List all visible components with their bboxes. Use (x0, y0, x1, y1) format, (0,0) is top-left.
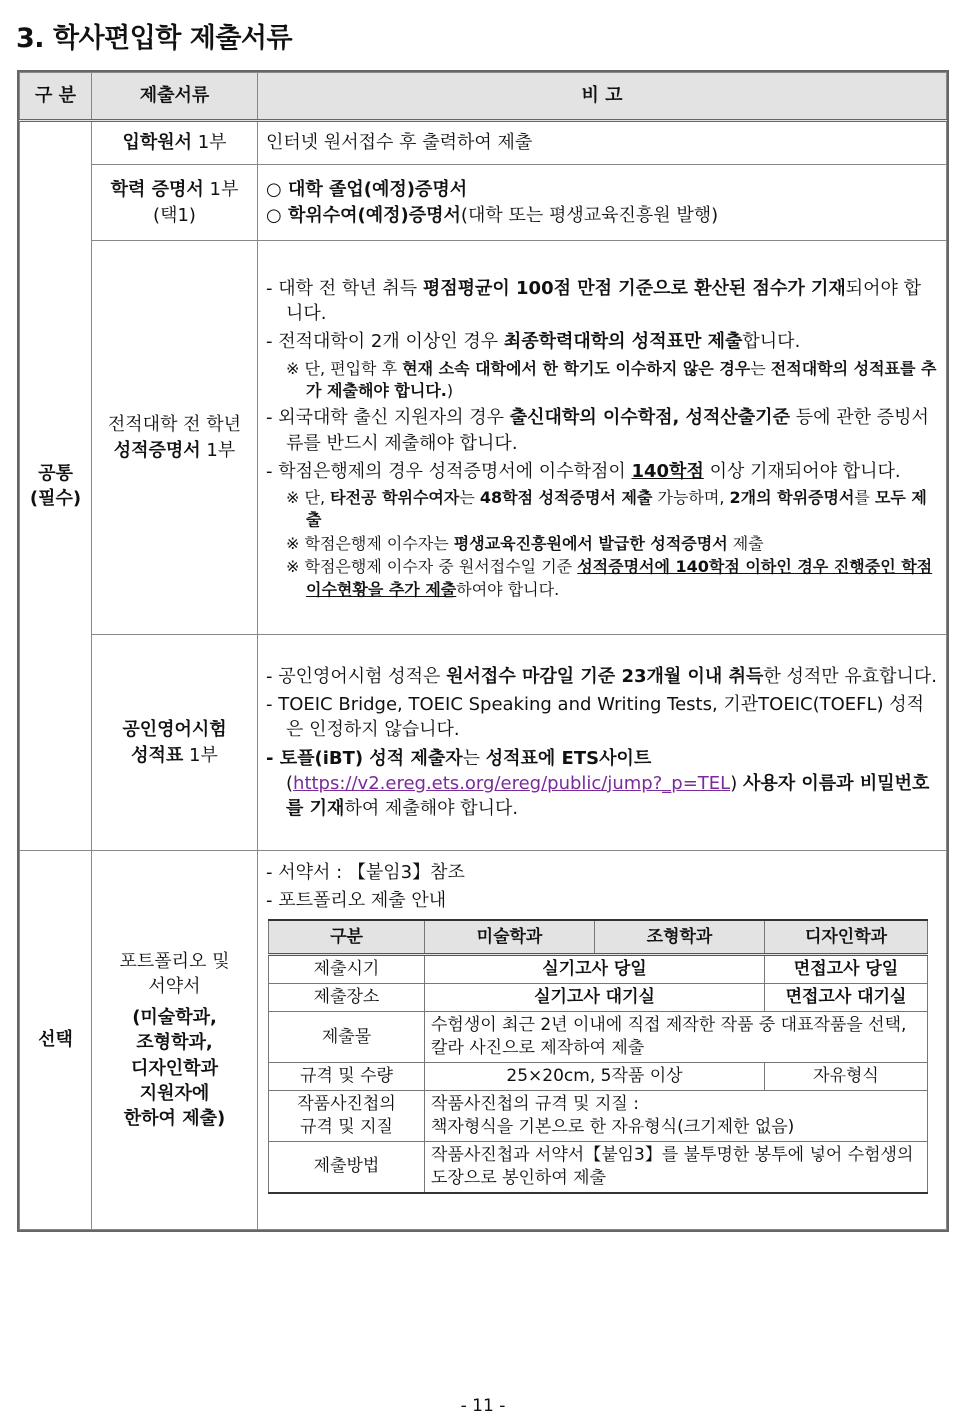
transcript-item-foreign: - 외국대학 출신 지원자의 경우 출신대학의 이수학점, 성적산출기준 등에 관한 증빙서류를 반드시 제출해야 합니다. (266, 407, 929, 454)
transcript-note-other-major: ※ 단, 타전공 학위수여자는 48학점 성적증명서 제출 가능하며, 2개의 학위증명서를 모두 제출 (286, 487, 927, 530)
portfolio-label: 작품사진첩의 규격 및 지질 (269, 1091, 425, 1142)
portfolio-cell: 수험생이 최근 2년 이내에 직접 제작한 작품 중 대표작품을 선택, 칼라 사진으로 제작하여 제출 (425, 1012, 928, 1063)
doc-portfolio-condition: (미술학과, 조형학과, 디자인학과 지원자에 한하여 제출) (123, 1007, 226, 1129)
portfolio-cell: 25×20cm, 5작품 이상 (425, 1063, 765, 1091)
pledge-note: - 서약서 : 【붙임3】참조 (266, 862, 465, 883)
remark-portfolio (258, 851, 947, 1230)
doc-application (92, 121, 258, 165)
table-header-row (20, 73, 947, 121)
portfolio-cell: 면접고사 당일 (765, 955, 928, 984)
portfolio-row-method (269, 1141, 928, 1192)
doc-application-count: 1부 (192, 132, 227, 154)
doc-application-name: 입학원서 (122, 132, 192, 154)
portfolio-cell: 면접고사 대기실 (765, 984, 928, 1012)
header-documents: 제출서류 (92, 73, 258, 121)
english-item-excluded: - TOEIC Bridge, TOEIC Speaking and Writing Tests, 기관TOEIC(TOEFL) 성적은 인정하지 않습니다. (266, 694, 925, 741)
portfolio-label: 제출장소 (269, 984, 425, 1012)
doc-transcript-line1: 전적대학 전 학년 (107, 414, 242, 436)
doc-transcript (92, 241, 258, 635)
portfolio-label: 제출시기 (269, 955, 425, 984)
doc-portfolio (92, 851, 258, 1230)
portfolio-guide-title: - 포트폴리오 제출 안내 (266, 890, 447, 912)
remark-transcript (258, 241, 947, 635)
doc-transcript-name: 성적증명서 (113, 439, 201, 461)
portfolio-label: 규격 및 수량 (269, 1063, 425, 1091)
doc-english-line1: 공인영어시험 (122, 719, 227, 741)
portfolio-row-time (269, 955, 928, 984)
portfolio-label: 제출방법 (269, 1141, 425, 1192)
doc-transcript-count: 1부 (200, 439, 236, 461)
doc-degree-choice: (택1) (153, 204, 196, 226)
doc-degree-count: 1부 (203, 179, 239, 201)
portfolio-label: 제출물 (269, 1012, 425, 1063)
remark-application: 인터넷 원서접수 후 출력하여 제출 (258, 121, 947, 165)
english-item-validity: - 공인영어시험 성적은 원서접수 마감일 기준 23개월 이내 취득한 성적만 유효합니다. (266, 665, 938, 687)
transcript-item-multiple: - 전적대학이 2개 이상인 경우 최종학력대학의 성적표만 제출합니다. (266, 331, 801, 353)
portfolio-table (268, 919, 928, 1193)
ets-link[interactable]: https://v2.ereg.ets.org/ereg/public/jump?_p=TEL (293, 772, 731, 794)
row-application (20, 121, 947, 165)
category-common: 공통 (필수) (20, 121, 92, 851)
doc-degree-name: 학력 증명서 (110, 179, 204, 201)
doc-portfolio-line2: 서약서 (148, 976, 201, 998)
remark-degree (258, 165, 947, 241)
row-transcript (20, 241, 947, 635)
portfolio-header-design: 디자인학과 (765, 920, 928, 955)
transcript-note-institute: ※ 학점은행제 이수자는 평생교육진흥원에서 발급한 성적증명서 제출 (286, 533, 764, 553)
portfolio-cell: 실기고사 대기실 (425, 984, 765, 1012)
portfolio-row-album (269, 1091, 928, 1142)
portfolio-row-item (269, 1012, 928, 1063)
english-item-toefl: - 토플(iBT) 성적 제출자는 성적표에 ETS사이트 (https://v2.ereg.ets.org/ereg/public/jump?_p=TEL) 사용자 이름과 비밀번호를 기재하여 제출해야 합니다. (266, 747, 930, 819)
portfolio-header-art: 미술학과 (425, 920, 595, 955)
portfolio-cell: 자유형식 (765, 1063, 928, 1091)
row-optional (20, 851, 947, 1230)
category-optional: 선택 (20, 851, 92, 1230)
transcript-note-transfer: ※ 단, 편입학 후 현재 소속 대학에서 한 학기도 이수하지 않은 경우는 전적대학의 성적표를 추가 제출해야 합니다.) (286, 358, 937, 401)
transcript-item-gpa: - 대학 전 학년 취득 평점평균이 100점 만점 기준으로 환산된 점수가 기재되어야 합니다. (266, 278, 922, 325)
portfolio-cell: 실기고사 당일 (425, 955, 765, 984)
transcript-note-progress: ※ 학점은행제 이수자 중 원서접수일 기준 성적증명서에 140학점 이하인 경우 진행중인 학점이수현황을 추가 제출하여야 합니다. (286, 557, 933, 599)
page-number: - 11 - (460, 1396, 506, 1416)
degree-option-conferral: ○ 학위수여(예정)증명서(대학 또는 평생교육진흥원 발행) (266, 204, 719, 226)
page-title: 3. 학사편입학 제출서류 (16, 23, 293, 54)
portfolio-cell: 작품사진첩과 서약서【붙임3】를 불투명한 봉투에 넣어 수험생의 도장으로 봉인하여 제출 (425, 1141, 928, 1192)
portfolio-header-sculpture: 조형학과 (595, 920, 765, 955)
requirements-table (17, 70, 949, 1232)
portfolio-header-row (269, 920, 928, 955)
portfolio-row-size (269, 1063, 928, 1091)
degree-option-graduation: ○ 대학 졸업(예정)증명서 (266, 179, 468, 201)
portfolio-header-category: 구분 (269, 920, 425, 955)
portfolio-row-place (269, 984, 928, 1012)
doc-english-name: 성적표 (131, 744, 184, 766)
doc-degree (92, 165, 258, 241)
header-remarks: 비 고 (258, 73, 947, 121)
row-degree (20, 165, 947, 241)
doc-english (92, 635, 258, 851)
row-english (20, 635, 947, 851)
portfolio-cell: 작품사진첩의 규격 및 지질 : 책자형식을 기본으로 한 자유형식(크기제한 없음) (425, 1091, 928, 1142)
doc-english-count: 1부 (183, 744, 218, 766)
header-category: 구 분 (20, 73, 92, 121)
transcript-item-credit-bank: - 학점은행제의 경우 성적증명서에 이수학점이 140학점 이상 기재되어야 합니다. (266, 460, 901, 482)
doc-portfolio-line1: 포트폴리오 및 (119, 950, 230, 972)
remark-english (258, 635, 947, 851)
